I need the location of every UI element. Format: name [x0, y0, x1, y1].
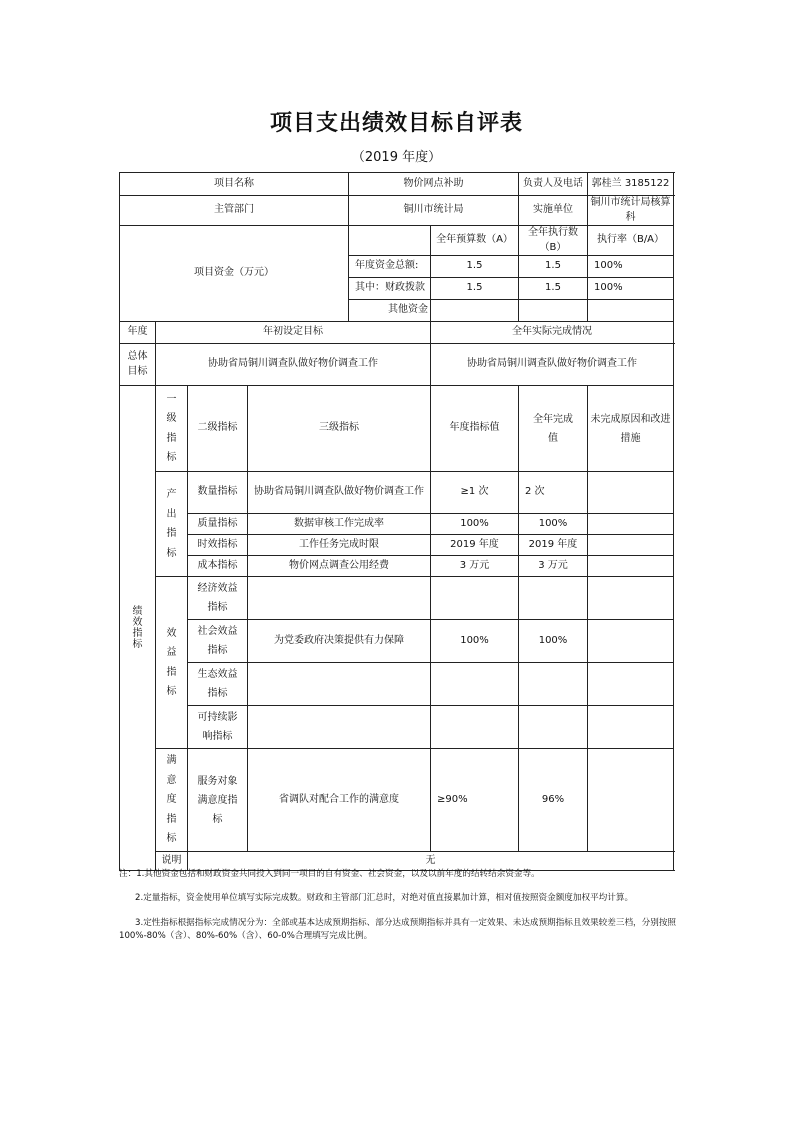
perf-reason	[588, 749, 674, 852]
self-evaluation-table	[119, 172, 674, 871]
funds-row-label: 其中：财政拨款	[349, 278, 431, 300]
perf-level2	[188, 663, 248, 706]
perf-level2	[188, 749, 248, 852]
project-name-value: 物价网点补助	[349, 173, 519, 196]
perf-level2-text: 可持续影响指标	[197, 712, 238, 742]
perf-hdr-level3: 三级指标	[248, 386, 431, 472]
perf-section-label-text: 绩效指标	[132, 606, 143, 650]
perf-target	[431, 663, 519, 706]
perf-target: 2019 年度	[431, 535, 519, 556]
goal-row-label-3: 目标	[127, 365, 148, 377]
perf-reason	[588, 620, 674, 663]
note-3: 3.定性指标根据指标完成情况分为：全部或基本达成预期指标、部分达成预期指标并具有一定效果、未达成预期指标且效果较差三档，分别按照 100%-80%（含）、80%-60%（含）、60-0%合理填写完成比例。	[119, 917, 677, 941]
perf-satisfaction-label	[156, 749, 188, 852]
perf-reason	[588, 535, 674, 556]
perf-reason	[588, 514, 674, 535]
perf-satisfaction-row	[120, 749, 674, 852]
perf-done: 2 次	[519, 472, 588, 514]
perf-level3: 为党委政府决策提供有力保障	[248, 620, 431, 663]
perf-target	[431, 706, 519, 749]
perf-reason	[588, 663, 674, 706]
perf-level3: 省调队对配合工作的满意度	[248, 749, 431, 852]
funds-col-exec: 全年执行数（B）	[519, 226, 588, 256]
contact-label: 负责人及电话	[519, 173, 588, 196]
project-name-row	[120, 173, 674, 196]
perf-hdr-level1	[156, 386, 188, 472]
goal-initial-value: 协助省局铜川调查队做好物价调查工作	[156, 344, 431, 386]
perf-target: 100%	[431, 620, 519, 663]
impl-value: 铜川市统计局核算科	[588, 196, 674, 226]
perf-benefit-row	[120, 663, 674, 706]
funds-row-budget: 1.5	[431, 278, 519, 300]
perf-target: 3 万元	[431, 556, 519, 577]
goal-row-label-1: 年度	[120, 322, 156, 344]
perf-level2-text: 经济效益指标	[197, 583, 238, 613]
perf-benefit-row	[120, 620, 674, 663]
goal-col-initial: 年初设定目标	[156, 322, 431, 344]
perf-output-row	[120, 514, 674, 535]
perf-level2-text: 服务对象满意度指标	[197, 775, 238, 825]
perf-level2	[188, 577, 248, 620]
goal-row-label-2: 总体	[127, 351, 148, 362]
goal-actual-value: 协助省局铜川调查队做好物价调查工作	[431, 344, 674, 386]
perf-output-row	[120, 535, 674, 556]
goal-col-actual: 全年实际完成情况	[431, 322, 674, 344]
funds-row-rate: 100%	[588, 256, 674, 278]
project-name-label: 项目名称	[120, 173, 349, 196]
funds-row-rate	[588, 300, 674, 322]
funds-row-budget: 1.5	[431, 256, 519, 278]
page-subtitle-year: （2019 年度）	[351, 150, 442, 165]
perf-level3	[248, 706, 431, 749]
perf-target: ≥90%	[431, 749, 519, 852]
goal-row-label-23	[120, 344, 156, 386]
notes-section	[119, 868, 679, 954]
perf-level3	[248, 663, 431, 706]
funds-row-budget	[431, 300, 519, 322]
perf-reason	[588, 556, 674, 577]
perf-output-label	[156, 472, 188, 577]
perf-done	[519, 706, 588, 749]
note-2: 2.定量指标，资金使用单位填写实际完成数。财政和主管部门汇总时，对绝对值直接累加计算，相对值按照资金额度加权平均计算。	[135, 893, 634, 904]
perf-done	[519, 577, 588, 620]
perf-satisfaction-label-text: 满意度指标	[166, 755, 177, 845]
perf-hdr-level1-text: 一级指标	[166, 393, 177, 463]
dept-value: 铜川市统计局	[349, 196, 519, 226]
perf-level3: 数据审核工作完成率	[248, 514, 431, 535]
funds-label: 项目资金（万元）	[120, 226, 349, 322]
goal-content-row	[120, 344, 674, 386]
perf-level2: 成本指标	[188, 556, 248, 577]
perf-output-label-text: 产出指标	[166, 489, 177, 559]
funds-col-rate: 执行率（B/A）	[588, 226, 674, 256]
perf-target	[431, 577, 519, 620]
dept-row	[120, 196, 674, 226]
perf-reason	[588, 706, 674, 749]
perf-done: 100%	[519, 620, 588, 663]
perf-reason	[588, 472, 674, 514]
perf-level2: 质量指标	[188, 514, 248, 535]
impl-label: 实施单位	[519, 196, 588, 226]
perf-level2	[188, 706, 248, 749]
perf-level2	[188, 620, 248, 663]
funds-row-exec: 1.5	[519, 256, 588, 278]
perf-level3: 工作任务完成时限	[248, 535, 431, 556]
funds-row-rate: 100%	[588, 278, 674, 300]
funds-row-exec	[519, 300, 588, 322]
perf-output-row	[120, 472, 674, 514]
perf-hdr-target: 年度指标值	[431, 386, 519, 472]
perf-done: 100%	[519, 514, 588, 535]
perf-level3	[248, 577, 431, 620]
perf-hdr-done	[519, 386, 588, 472]
perf-benefit-label	[156, 577, 188, 749]
perf-level2: 时效指标	[188, 535, 248, 556]
perf-benefit-row	[120, 706, 674, 749]
perf-level3: 协助省局铜川调查队做好物价调查工作	[248, 472, 431, 514]
perf-level2-text: 社会效益指标	[197, 626, 238, 656]
perf-benefit-label-text: 效益指标	[166, 627, 177, 697]
remark-value: 无	[188, 852, 674, 871]
funds-row-label: 年度资金总额:	[349, 256, 431, 278]
perf-hdr-done-text: 全年完成值	[533, 413, 573, 444]
perf-hdr-reason-text: 未完成原因和改进措施	[590, 413, 671, 444]
funds-row-exec: 1.5	[519, 278, 588, 300]
funds-blank-header	[349, 226, 431, 256]
perf-reason	[588, 577, 674, 620]
perf-done: 2019 年度	[519, 535, 588, 556]
perf-benefit-row	[120, 577, 674, 620]
contact-value: 郭桂兰 3185122	[588, 173, 674, 196]
page-title: 项目支出绩效目标自评表	[269, 111, 523, 136]
funds-col-budget: 全年预算数（A）	[431, 226, 519, 256]
perf-level2: 数量指标	[188, 472, 248, 514]
perf-done: 3 万元	[519, 556, 588, 577]
perf-hdr-level2: 二级指标	[188, 386, 248, 472]
perf-target: 100%	[431, 514, 519, 535]
funds-row-label: 其他资金	[349, 300, 431, 322]
perf-header-row	[120, 386, 674, 472]
goal-header-row	[120, 322, 674, 344]
perf-done	[519, 663, 588, 706]
perf-section-label	[120, 386, 156, 871]
dept-label: 主管部门	[120, 196, 349, 226]
perf-level3: 物价网点调查公用经费	[248, 556, 431, 577]
perf-level2-text: 生态效益指标	[197, 669, 238, 699]
remark-label: 说明	[156, 852, 188, 871]
perf-done: 96%	[519, 749, 588, 852]
funds-header-row	[120, 226, 674, 256]
note-1: 注：1.其他资金包括和财政资金共同投入到同一项目的自有资金、社会资金，以及以前年度的结转结余资金等。	[119, 869, 540, 879]
perf-target: ≥1 次	[431, 472, 519, 514]
perf-hdr-reason	[588, 386, 674, 472]
perf-output-row	[120, 556, 674, 577]
